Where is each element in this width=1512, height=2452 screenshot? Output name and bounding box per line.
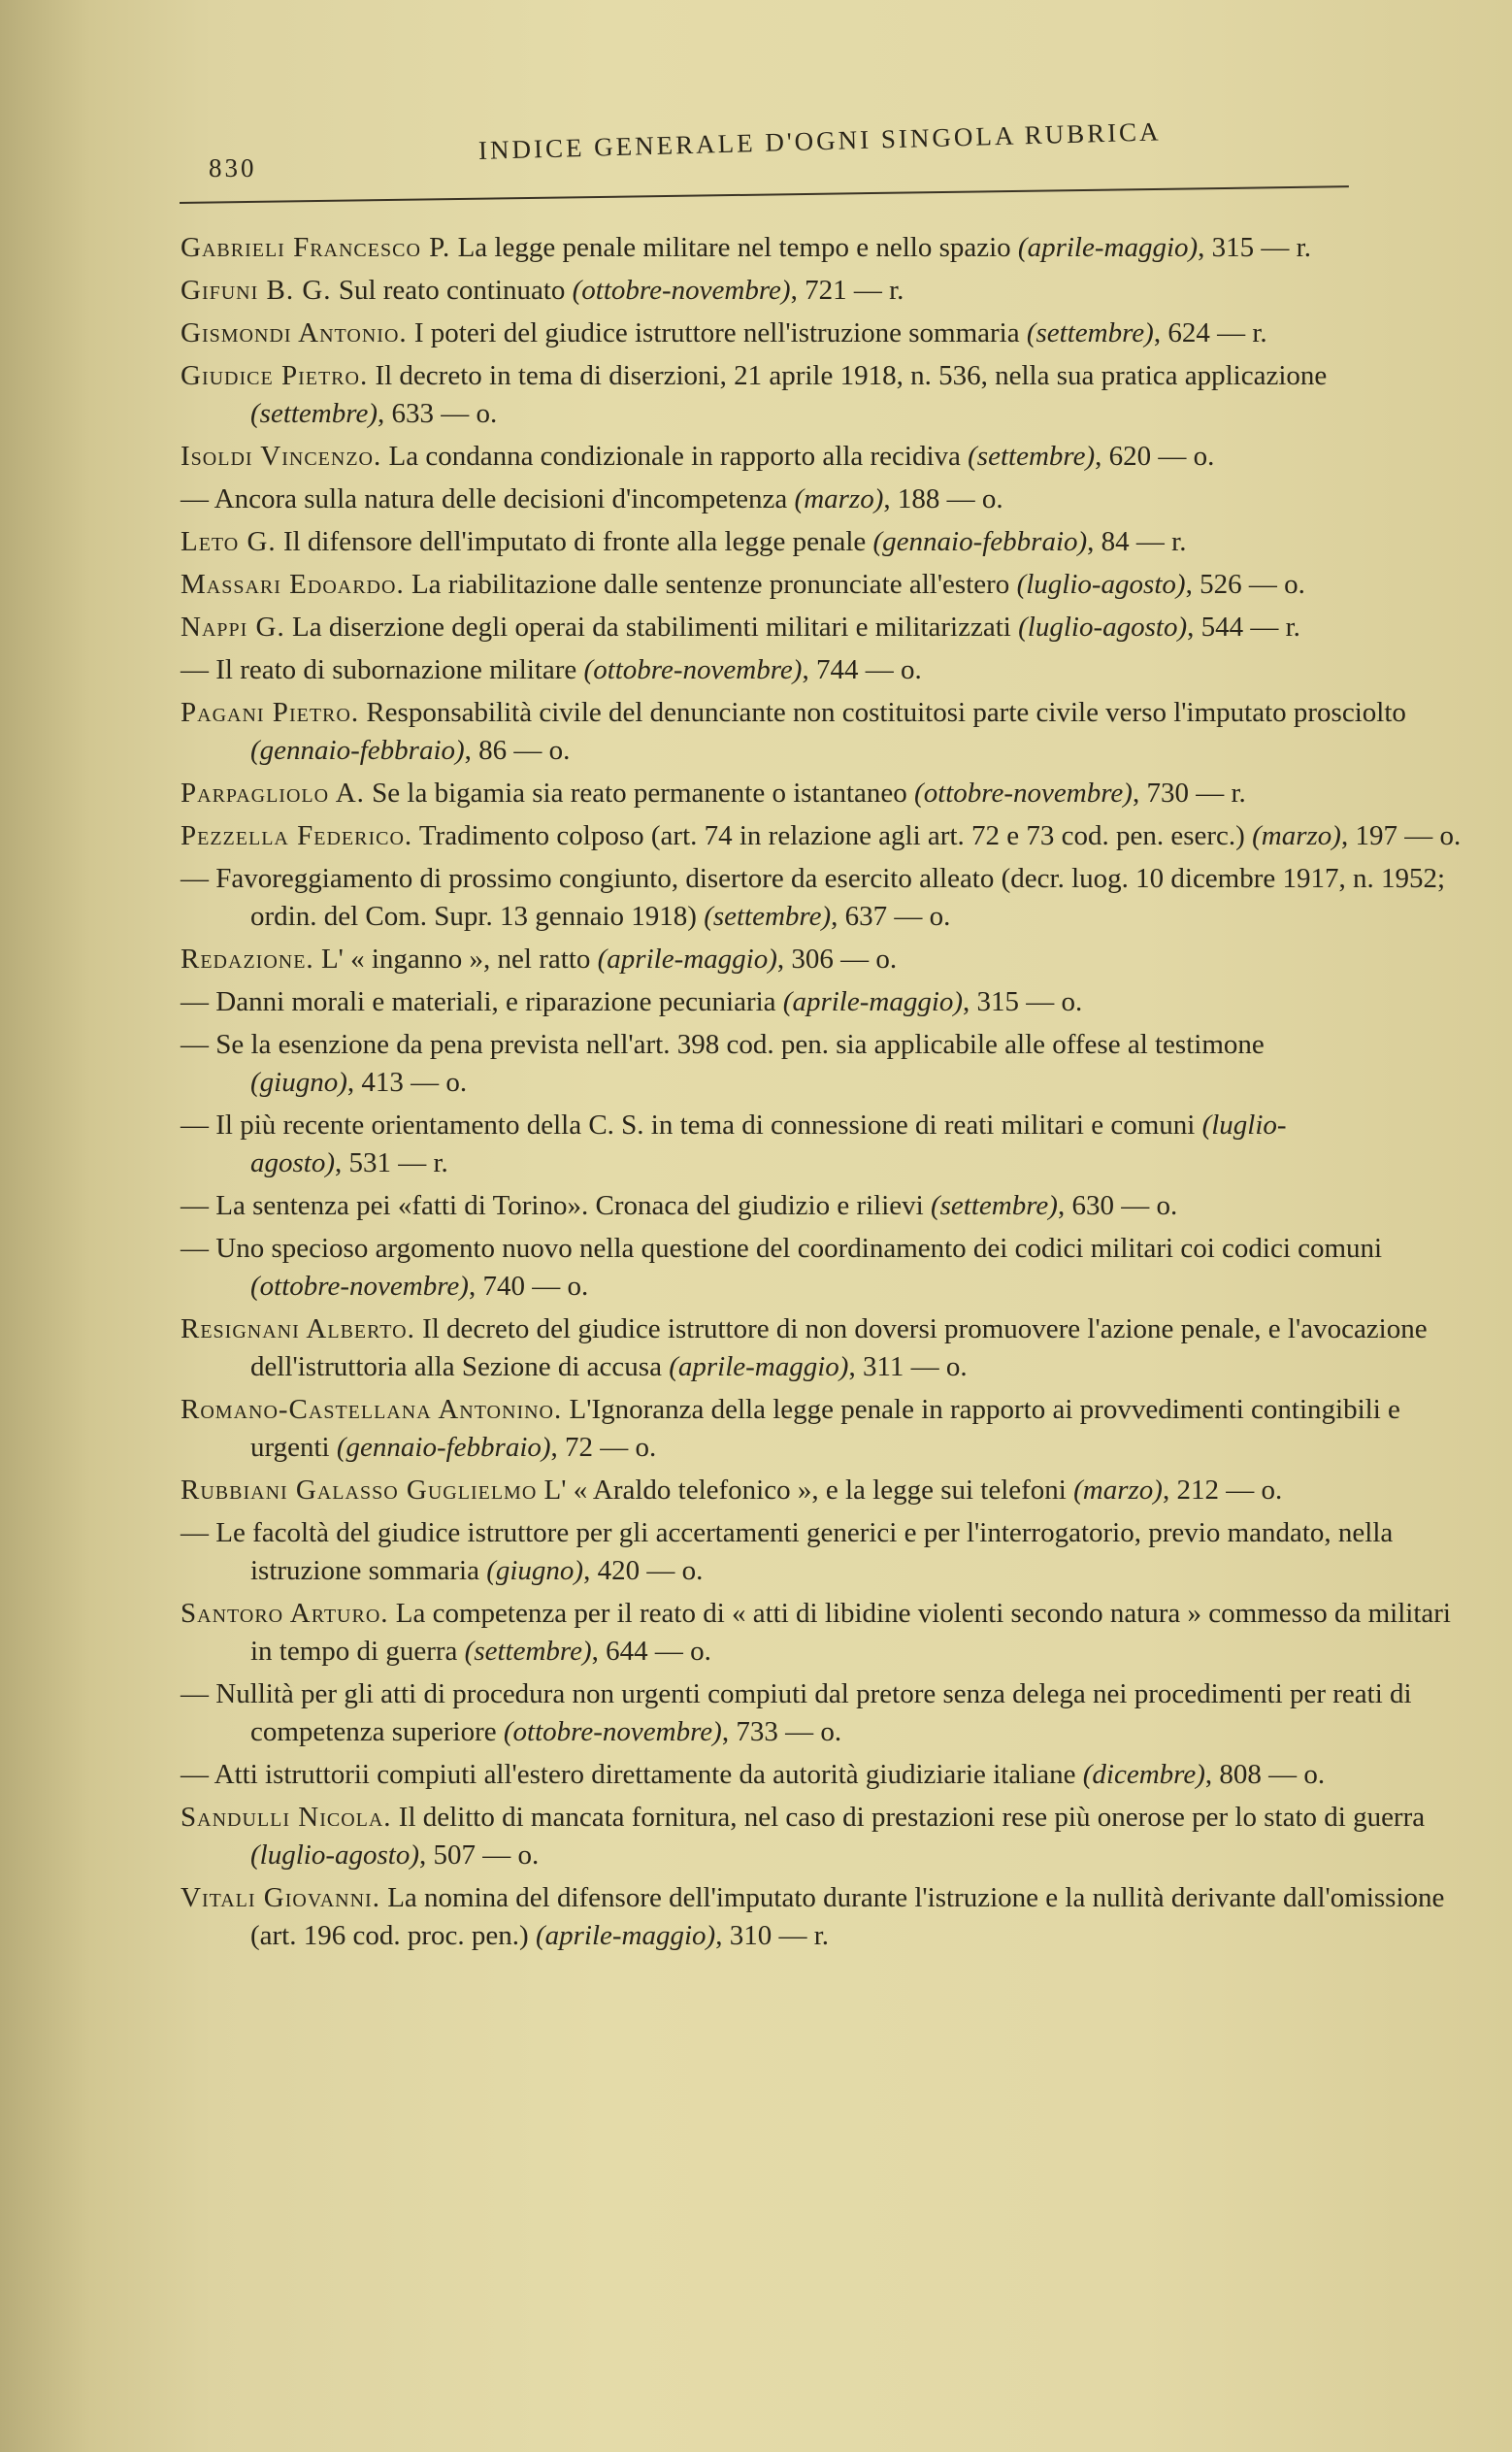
index-entry bbox=[181, 817, 1462, 855]
entry-title: Le facoltà del giudice istruttore per gli accertamenti generici e per l'interrogatorio, previo mandato, nella istruzione sommaria bbox=[215, 1517, 1394, 1586]
index-entry bbox=[181, 272, 1462, 310]
index-entry bbox=[181, 860, 1462, 936]
entry-title: La nomina del difensore dell'imputato durante l'istruzione e la nullità derivante dall'omissione (art. 196 cod. proc. pen.) bbox=[250, 1882, 1445, 1951]
entry-author: Resignani Alberto. bbox=[181, 1313, 415, 1344]
entry-reference: , 413 — o. bbox=[346, 1067, 468, 1098]
entry-reference: , 624 — r. bbox=[1153, 317, 1267, 348]
index-entry bbox=[181, 438, 1462, 476]
index-entry bbox=[181, 1675, 1462, 1751]
index-entry bbox=[181, 1230, 1462, 1306]
index-entry bbox=[181, 1879, 1462, 1955]
index-entry bbox=[181, 1391, 1462, 1467]
entry-reference: , 526 — o. bbox=[1185, 569, 1305, 600]
index-entry bbox=[181, 775, 1462, 812]
entry-title: L'Ignoranza della legge penale in rapporto ai provvedimenti contingibili e urgenti bbox=[250, 1394, 1400, 1463]
entry-dash: — bbox=[181, 1190, 216, 1221]
entry-period: (ottobre-novembre) bbox=[572, 275, 791, 306]
entry-reference: , 315 — r. bbox=[1198, 232, 1311, 263]
entry-reference: , 197 — o. bbox=[1340, 820, 1462, 851]
entry-author: Massari Edoardo. bbox=[181, 569, 405, 600]
header-rule bbox=[180, 185, 1349, 204]
entry-reference: , 72 — o. bbox=[550, 1432, 657, 1463]
entry-reference: , 644 — o. bbox=[591, 1636, 711, 1667]
entry-title: Nullità per gli atti di procedura non urgenti compiuti dal pretore senza delega nei procedimenti per reati di competenza superiore bbox=[215, 1678, 1412, 1747]
entry-period: (settembre) bbox=[250, 398, 378, 429]
entry-title: Tradimento colposo (art. 74 in relazione agli art. 72 e 73 cod. pen. eserc.) bbox=[412, 820, 1253, 851]
index-entry bbox=[181, 983, 1462, 1021]
entry-author: Pezzella Federico. bbox=[181, 820, 413, 851]
index-entry bbox=[181, 1756, 1462, 1794]
index-entry bbox=[181, 1026, 1462, 1102]
entry-period: (luglio-agosto) bbox=[250, 1839, 419, 1871]
entry-author: Giudice Pietro. bbox=[181, 360, 369, 391]
entry-title: L' « Araldo telefonico », e la legge sui telefoni bbox=[537, 1475, 1074, 1506]
entry-period: (settembre) bbox=[968, 441, 1096, 472]
entry-reference: , 808 — o. bbox=[1204, 1759, 1326, 1790]
entry-title: Se la esenzione da pena prevista nell'art. 398 cod. pen. sia applicabile alle offese al testimone bbox=[215, 1029, 1265, 1060]
index-entry bbox=[181, 566, 1462, 604]
index-entry bbox=[181, 609, 1462, 646]
entry-reference: , 630 — o. bbox=[1057, 1190, 1178, 1221]
entry-reference: , 744 — o. bbox=[802, 654, 922, 685]
index-entry bbox=[181, 1514, 1462, 1590]
entry-title: Danni morali e materiali, e riparazione pecuniaria bbox=[215, 986, 783, 1017]
entry-dash: — bbox=[181, 1029, 216, 1060]
entry-title: Uno specioso argomento nuovo nella questione del coordinamento dei codici militari coi codici comuni bbox=[215, 1233, 1383, 1264]
entry-dash: — bbox=[181, 483, 214, 514]
index-entry bbox=[181, 1472, 1462, 1509]
entry-reference: , 310 — r. bbox=[715, 1920, 829, 1951]
index-entry bbox=[181, 1310, 1462, 1386]
entry-period: (settembre) bbox=[704, 901, 832, 932]
entry-reference: , 311 — o. bbox=[848, 1351, 968, 1382]
entry-author: Santoro Arturo. bbox=[181, 1598, 389, 1629]
entry-reference: , 212 — o. bbox=[1162, 1475, 1283, 1506]
entry-title: Responsabilità civile del denunciante non costituitosi parte civile verso l'imputato prosciolto bbox=[359, 697, 1406, 728]
entry-author: Isoldi Vincenzo. bbox=[181, 441, 382, 472]
entry-title: Se la bigamia sia reato permanente o istantaneo bbox=[364, 778, 915, 809]
entry-author: Vitali Giovanni. bbox=[181, 1882, 380, 1913]
entry-dash: — bbox=[181, 986, 216, 1017]
entry-title: Il reato di subornazione militare bbox=[215, 654, 584, 685]
entry-title: L' « inganno », nel ratto bbox=[313, 944, 598, 975]
index-entry bbox=[181, 480, 1462, 518]
index-entry bbox=[181, 523, 1462, 561]
page-number: 830 bbox=[209, 153, 257, 182]
entry-author: Parpagliolo A. bbox=[181, 778, 365, 809]
entry-reference: , 730 — r. bbox=[1132, 778, 1246, 809]
running-title: INDICE GENERALE D'OGNI SINGOLA RUBRICA bbox=[477, 116, 1162, 165]
entry-reference: , 531 — r. bbox=[335, 1147, 448, 1178]
entry-period: (luglio-agosto) bbox=[1016, 569, 1186, 600]
entry-dash: — bbox=[181, 1517, 216, 1548]
entry-reference: , 721 — r. bbox=[790, 275, 904, 306]
entry-reference: , 507 — o. bbox=[419, 1839, 540, 1871]
entry-period: (ottobre-novembre) bbox=[503, 1716, 722, 1747]
entry-author: Gifuni B. G. bbox=[181, 275, 332, 306]
entry-reference: , 620 — o. bbox=[1095, 441, 1215, 472]
entry-title: La riabilitazione dalle sentenze pronunciate all'estero bbox=[404, 569, 1017, 600]
entry-period: (ottobre-novembre) bbox=[583, 654, 803, 685]
entry-reference: , 84 — r. bbox=[1087, 526, 1187, 557]
entry-period: (gennaio-febbraio) bbox=[872, 526, 1088, 557]
entry-period: (marzo) bbox=[794, 483, 884, 514]
index-entry bbox=[181, 1595, 1462, 1671]
entry-dash: — bbox=[181, 1678, 216, 1709]
entry-period: (ottobre-novembre) bbox=[250, 1271, 469, 1302]
entry-reference: , 306 — o. bbox=[776, 944, 898, 975]
entry-title: Il delitto di mancata fornitura, nel caso di prestazioni rese più onerose per lo stato di guerra bbox=[391, 1802, 1426, 1833]
entry-dash: — bbox=[181, 654, 216, 685]
entry-period: (luglio-agosto) bbox=[250, 1110, 1287, 1178]
entry-title: Atti istruttorii compiuti all'estero direttamente da autorità giudiziarie italiane bbox=[214, 1759, 1083, 1790]
index-entry bbox=[181, 941, 1462, 978]
entry-dash: — bbox=[181, 863, 216, 894]
entry-reference: , 420 — o. bbox=[583, 1555, 704, 1586]
index-entry bbox=[181, 315, 1462, 352]
index-entry bbox=[181, 1187, 1462, 1225]
entry-reference: , 740 — o. bbox=[468, 1271, 589, 1302]
entry-title: Sul reato continuato bbox=[331, 275, 573, 306]
index-entry bbox=[181, 694, 1462, 770]
entry-period: (aprile-maggio) bbox=[669, 1351, 849, 1382]
entry-author: Romano-Castellana Antonino. bbox=[181, 1394, 563, 1425]
entry-title: Il difensore dell'imputato di fronte alla legge penale bbox=[276, 526, 873, 557]
entry-dash: — bbox=[181, 1233, 216, 1264]
entry-period: (marzo) bbox=[1073, 1475, 1163, 1506]
index-entry bbox=[181, 1799, 1462, 1874]
entry-period: (settembre) bbox=[1026, 317, 1154, 348]
entry-reference: , 637 — o. bbox=[831, 901, 951, 932]
entry-period: (settembre) bbox=[464, 1636, 592, 1667]
page-header bbox=[209, 116, 1364, 184]
entry-title: Il più recente orientamento della C. S. in tema di connessione di reati militari e comuni bbox=[215, 1110, 1202, 1141]
entry-title: La competenza per il reato di « atti di libidine violenti secondo natura » commesso da militari in tempo di guerra bbox=[250, 1598, 1451, 1667]
entry-author: Rubbiani Galasso Guglielmo bbox=[181, 1475, 538, 1506]
entry-period: (aprile-maggio) bbox=[1017, 232, 1199, 263]
entry-title: Il decreto del giudice istruttore di non doversi promuovere l'azione penale, e l'avocazione dell'istruttoria alla Sezione di accusa bbox=[250, 1313, 1428, 1382]
entry-title: La legge penale militare nel tempo e nello spazio bbox=[450, 232, 1018, 263]
entry-period: (dicembre) bbox=[1082, 1759, 1205, 1790]
entry-reference: , 188 — o. bbox=[883, 483, 1003, 514]
entry-author: Nappi G. bbox=[181, 612, 285, 643]
entry-period: (aprile-maggio) bbox=[597, 944, 777, 975]
entry-title: I poteri del giudice istruttore nell'istruzione sommaria bbox=[407, 317, 1027, 348]
entry-period: (gennaio-febbraio) bbox=[250, 735, 465, 766]
entry-reference: , 633 — o. bbox=[377, 398, 498, 429]
entry-dash: — bbox=[181, 1759, 214, 1790]
entry-title: Il decreto in tema di diserzioni, 21 aprile 1918, n. 536, nella sua pratica applicazione bbox=[368, 360, 1328, 391]
entry-title: Ancora sulla natura delle decisioni d'incompetenza bbox=[214, 483, 795, 514]
entry-period: (aprile-maggio) bbox=[782, 986, 964, 1017]
entry-reference: , 733 — o. bbox=[721, 1716, 842, 1747]
entry-period: (luglio-agosto) bbox=[1018, 612, 1188, 643]
entry-period: (giugno) bbox=[250, 1067, 347, 1098]
entry-dash: — bbox=[181, 1110, 216, 1141]
entry-author: Gabrieli Francesco P. bbox=[181, 232, 451, 263]
entry-author: Pagani Pietro. bbox=[181, 697, 360, 728]
entry-author: Redazione. bbox=[181, 944, 314, 975]
index-entries bbox=[181, 229, 1462, 1960]
index-entry bbox=[181, 651, 1462, 689]
entry-period: (gennaio-febbraio) bbox=[336, 1432, 551, 1463]
entry-period: (marzo) bbox=[1252, 820, 1341, 851]
entry-title: La condanna condizionale in rapporto alla recidiva bbox=[381, 441, 969, 472]
entry-author: Gismondi Antonio. bbox=[181, 317, 408, 348]
entry-title: La sentenza pei «fatti di Torino». Cronaca del giudizio e rilievi bbox=[215, 1190, 931, 1221]
entry-period: (aprile-maggio) bbox=[535, 1920, 716, 1951]
entry-author: Leto G. bbox=[181, 526, 277, 557]
index-entry bbox=[181, 357, 1462, 433]
index-entry bbox=[181, 1107, 1462, 1182]
entry-period: (ottobre-novembre) bbox=[914, 778, 1133, 809]
entry-title: Favoreggiamento di prossimo congiunto, disertore da esercito alleato (decr. luog. 10 dicembre 1917, n. 1952; ordin. del Com. Supr. 13 gennaio 1918) bbox=[215, 863, 1446, 932]
entry-title: La diserzione degli operai da stabilimenti militari e militarizzati bbox=[284, 612, 1019, 643]
entry-period: (settembre) bbox=[930, 1190, 1058, 1221]
entry-reference: , 86 — o. bbox=[464, 735, 571, 766]
index-entry bbox=[181, 229, 1462, 267]
entry-period: (giugno) bbox=[486, 1555, 584, 1586]
entry-author: Sandulli Nicola. bbox=[181, 1802, 392, 1833]
entry-reference: , 315 — o. bbox=[963, 986, 1083, 1017]
entry-reference: , 544 — r. bbox=[1187, 612, 1300, 643]
